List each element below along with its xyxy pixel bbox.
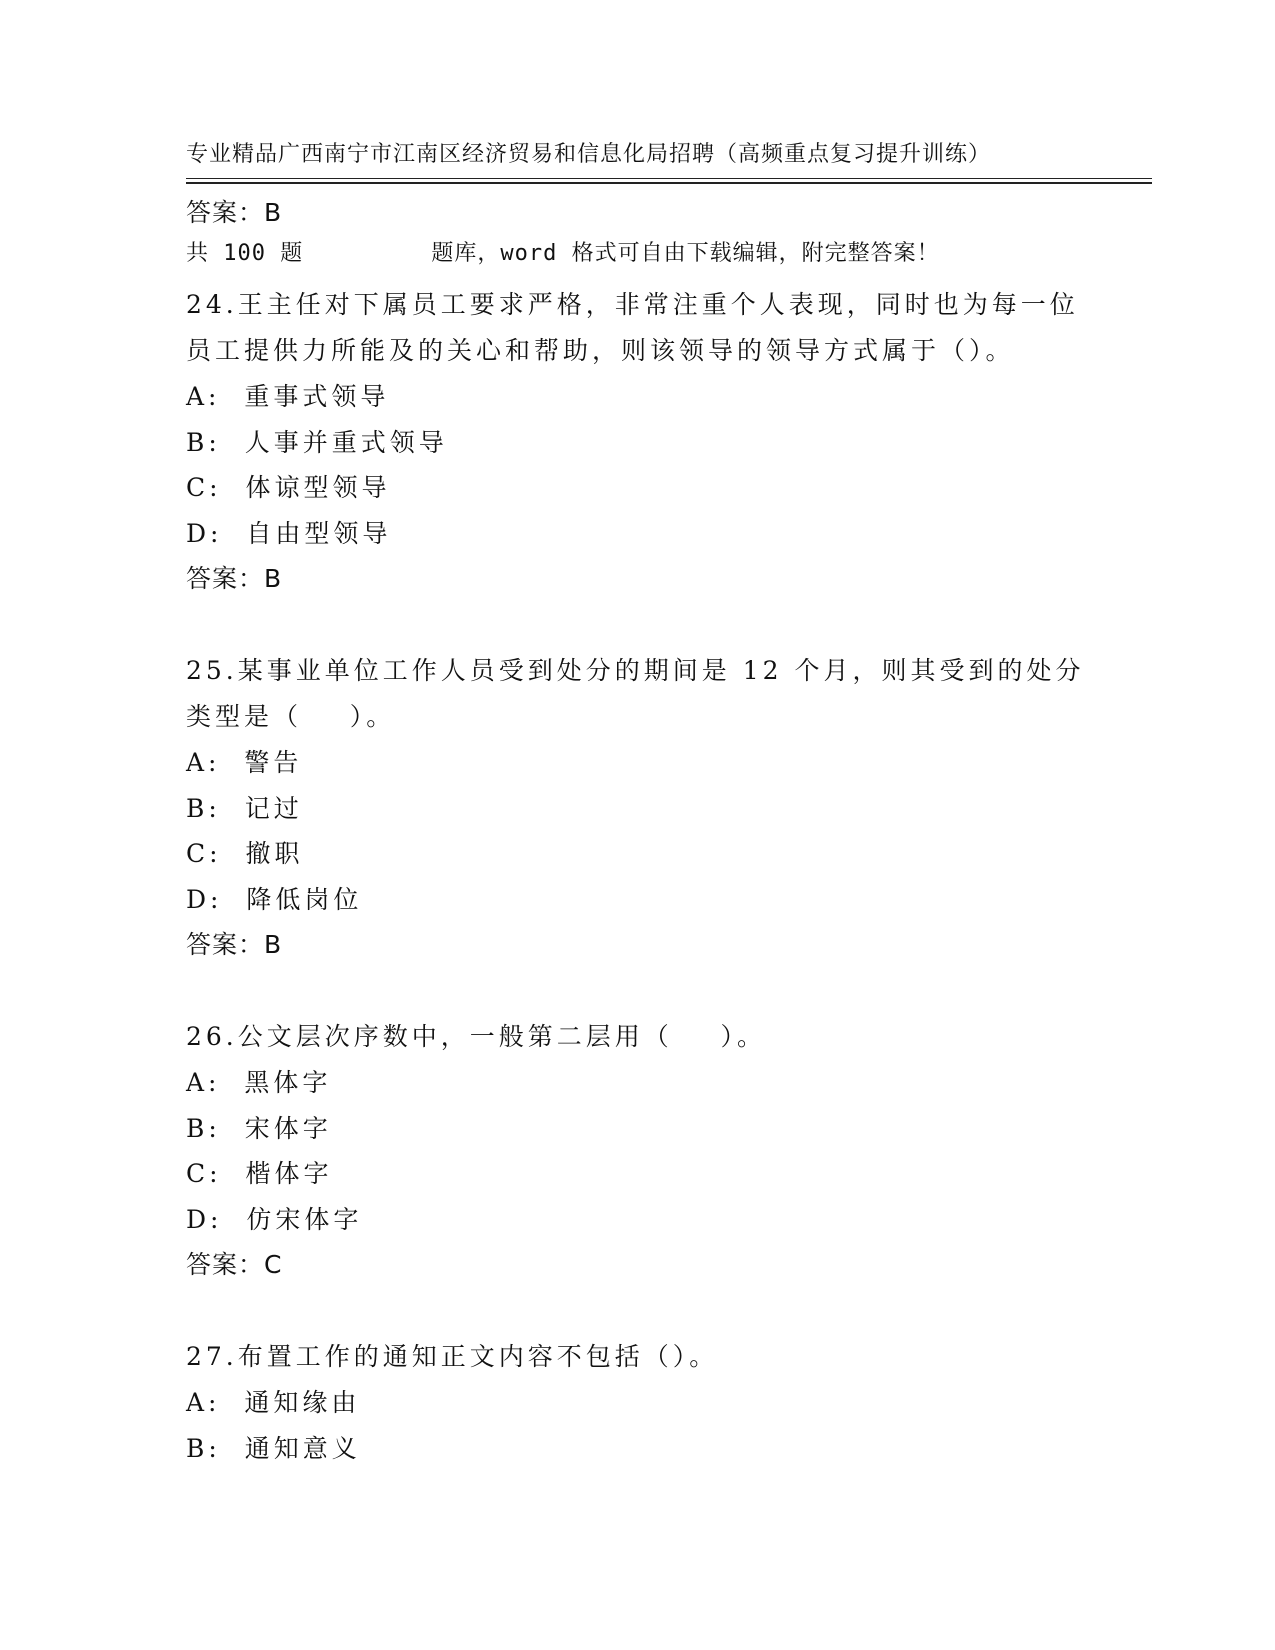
question-stem-line: 26.公文层次序数中，一般第二层用（ ）。 xyxy=(186,1022,767,1051)
question-item xyxy=(186,648,1086,968)
option-b: B: 记过 xyxy=(186,793,303,823)
answer-label: 答案： xyxy=(186,198,265,227)
option-a: A: 警告 xyxy=(186,748,303,777)
option-d: D: 降低岗位 xyxy=(186,884,363,914)
question-stem-line: 27.布置工作的通知正文内容不包括（）。 xyxy=(186,1342,719,1371)
option-d: D: 仿宋体字 xyxy=(186,1204,363,1234)
question-item xyxy=(186,1334,1086,1471)
header-subtitle-line: 共 100 题 题库，word 格式可自由下载编辑，附完整答案！ xyxy=(186,241,940,266)
option-b: B: 人事并重式领导 xyxy=(186,427,448,457)
answer-line xyxy=(186,1242,1086,1288)
answer-line xyxy=(186,922,1086,968)
option-a: A: 重事式领导 xyxy=(186,382,390,411)
answer-value: C xyxy=(264,1250,283,1279)
answer-value: B xyxy=(264,930,283,959)
question-stem-line: 类型是（ ）。 xyxy=(186,702,396,731)
header-divider-thin xyxy=(186,178,1152,179)
answer-value: B xyxy=(264,564,283,593)
spacer xyxy=(186,1288,1086,1334)
spacer xyxy=(186,968,1086,1014)
question-item xyxy=(186,282,1086,602)
answer-label: 答案： xyxy=(186,564,265,593)
option-c: C: 楷体字 xyxy=(186,1159,333,1188)
option-b: B: 宋体字 xyxy=(186,1113,332,1143)
option-c: C: 体谅型领导 xyxy=(186,473,391,502)
question-stem-line: 25.某事业单位工作人员受到处分的期间是 12 个月，则其受到的处分 xyxy=(186,656,1085,685)
answer-label: 答案： xyxy=(186,1250,265,1279)
question-item xyxy=(186,1014,1086,1288)
question-stem-line: 员工提供力所能及的关心和帮助，则该领导的领导方式属于（）。 xyxy=(186,336,1015,365)
option-a: A: 黑体字 xyxy=(186,1068,332,1097)
answer-line xyxy=(186,190,1086,236)
option-a: A: 通知缘由 xyxy=(186,1388,361,1417)
header-title-line: 专业精品广西南宁市江南区经济贸易和信息化局招聘（高频重点复习提升训练） xyxy=(186,142,992,167)
option-b: B: 通知意义 xyxy=(186,1433,361,1463)
question-stem-line: 24.王主任对下属员工要求严格，非常注重个人表现，同时也为每一位 xyxy=(186,290,1079,319)
spacer xyxy=(186,236,1086,282)
answer-label: 答案： xyxy=(186,930,265,959)
spacer xyxy=(186,602,1086,648)
option-c: C: 撤职 xyxy=(186,839,304,868)
option-d: D: 自由型领导 xyxy=(186,518,392,548)
answer-line xyxy=(186,556,1086,602)
header-divider-thick xyxy=(186,182,1152,184)
answer-value: B xyxy=(264,198,283,227)
question-list xyxy=(186,190,1086,1471)
